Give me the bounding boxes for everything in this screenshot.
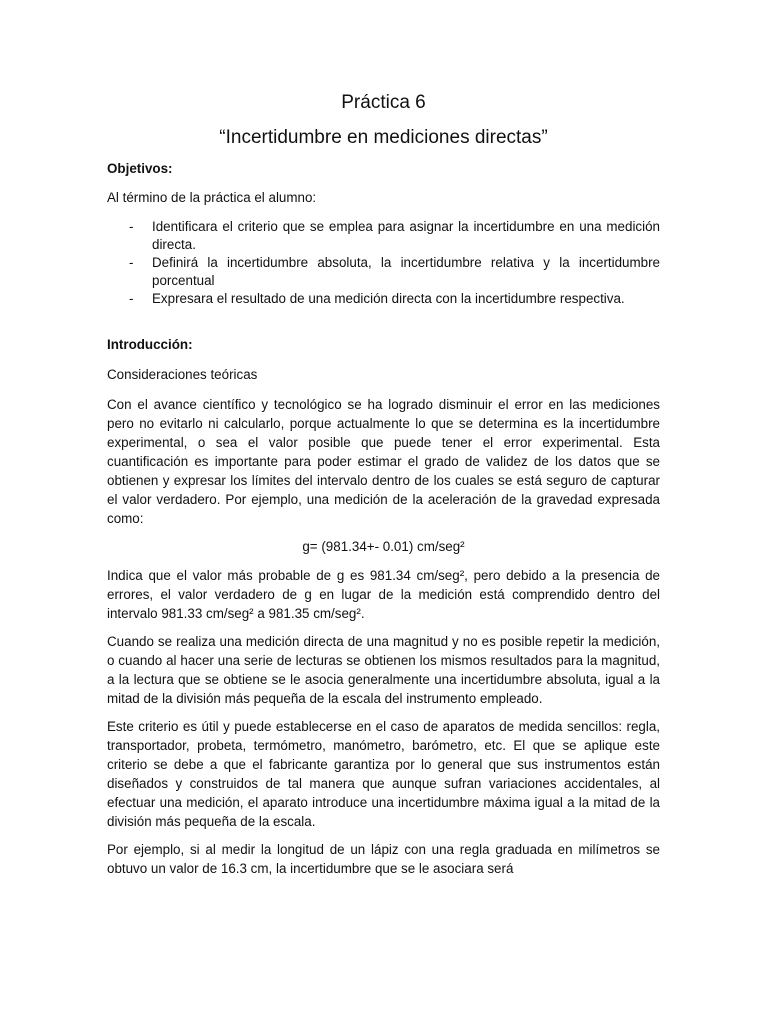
document-subtitle: “Incertidumbre en mediciones directas” [219, 127, 548, 148]
bullet-dash: - [129, 255, 134, 270]
document-title: Práctica 6 [341, 92, 426, 113]
document-body [107, 90, 660, 887]
objective-text: Identificara el criterio que se emplea para asignar la incertidumbre en una medición directa. [152, 219, 660, 252]
objective-item [107, 218, 660, 254]
objective-item [107, 254, 660, 290]
objective-text: Expresara el resultado de una medición directa con la incertidumbre respectiva. [152, 291, 625, 306]
bullet-dash: - [129, 219, 134, 234]
objectives-intro: Al término de la práctica el alumno: [107, 190, 317, 205]
introduction-subheading: Consideraciones teóricas [107, 367, 258, 382]
paragraph: Con el avance científico y tecnológico se ha logrado disminuir el error en las mediciones pero no evitarlo ni calcularlo, porque actualmente lo que se determina es la incertidumbre experimental, o sea el valor posible que puede tener el error experimental. Esta cuantificación es importante para poder estimar el grado de validez de los datos que se obtienen y expresar los límites del intervalo dentro de los cuales se está seguro de capturar el valor verdadero. Por ejemplo, una medición de la aceleración de la gravedad expresada como: [107, 397, 660, 526]
objective-item [107, 290, 660, 308]
objectives-heading: Objetivos: [107, 161, 173, 176]
bullet-dash: - [129, 291, 134, 306]
objectives-list [107, 218, 660, 308]
paragraph: Por ejemplo, si al medir la longitud de un lápiz con una regla graduada en milímetros se obtuvo un valor de 16.3 cm, la incertidumbre que se le asociara será [107, 842, 660, 876]
paragraph: Indica que el valor más probable de g es 981.34 cm/seg², pero debido a la presencia de errores, el valor verdadero de g en lugar de la medición está comprendido dentro del intervalo 981.33 cm/seg² a 981.35 cm/seg². [107, 568, 660, 621]
paragraph: Cuando se realiza una medición directa de una magnitud y no es posible repetir la medición, o cuando al hacer una serie de lecturas se obtienen los mismos resultados para la magnitud, a la lectura que se obtiene se le asocia generalmente una incertidumbre absoluta, igual a la mitad de la división más pequeña de la escala del instrumento empleado. [107, 634, 660, 706]
paragraph: Este criterio es útil y puede establecerse en el caso de aparatos de medida sencillos: regla, transportador, probeta, termómetro, manómetro, barómetro, etc. El que se aplique este criterio se debe a que el fabricante garantiza por lo general que sus instrumentos están diseñados y construidos de tal manera que aunque sufran variaciones accidentales, al efectuar una medición, el aparato introduce una incertidumbre máxima igual a la mitad de la división más pequeña de la escala. [107, 719, 660, 829]
gravity-formula: g= (981.34+- 0.01) cm/seg² [302, 539, 465, 554]
objective-text: Definirá la incertidumbre absoluta, la incertidumbre relativa y la incertidumbre porcentual [152, 255, 660, 288]
introduction-heading: Introducción: [107, 337, 193, 352]
